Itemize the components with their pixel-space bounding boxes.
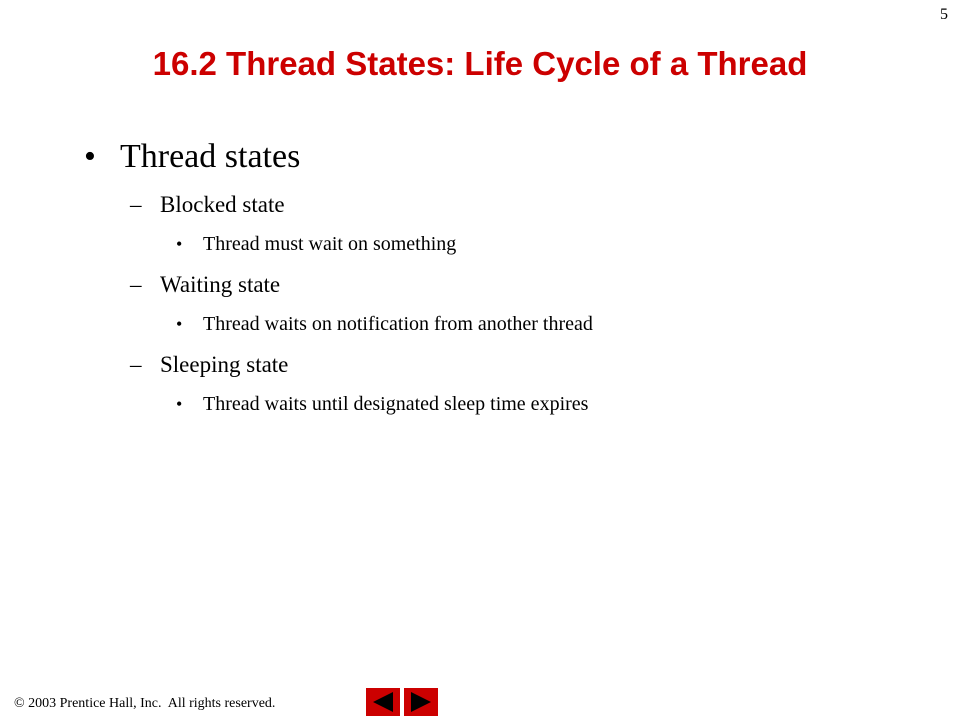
left-arrow-icon [371, 691, 395, 713]
detail-bullet-blocked [176, 233, 456, 256]
slide-title: 16.2 Thread States: Life Cycle of a Thread [152, 45, 808, 82]
sub-bullet-text: Blocked state [160, 192, 285, 217]
detail-bullet-sleeping [176, 393, 588, 416]
next-slide-button[interactable] [404, 688, 438, 716]
page-number: 5 [940, 6, 948, 23]
bullet-marker: • [84, 138, 96, 175]
copyright-footer [14, 696, 275, 712]
bullet-marker: • [176, 314, 183, 334]
detail-bullet-text: Thread waits on notification from another thread [203, 313, 593, 335]
sub-bullet-sleeping [130, 352, 288, 378]
sub-bullet-blocked [130, 192, 285, 218]
main-bullet-text: Thread states [120, 138, 301, 175]
sub-bullet-text: Sleeping state [160, 352, 289, 377]
copyright-symbol: © [14, 696, 25, 711]
right-arrow-icon [409, 691, 433, 713]
detail-bullet-waiting [176, 313, 593, 336]
slide-navigation [366, 688, 438, 716]
dash-marker: – [130, 192, 142, 217]
sub-bullet-waiting [130, 272, 280, 298]
sub-bullet-text: Waiting state [160, 272, 281, 297]
detail-bullet-text: Thread waits until designated sleep time expires [203, 393, 589, 415]
dash-marker: – [130, 352, 142, 377]
previous-slide-button[interactable] [366, 688, 400, 716]
detail-bullet-text: Thread must wait on something [203, 233, 457, 255]
main-bullet [84, 138, 300, 176]
dash-marker: – [130, 272, 142, 297]
bullet-marker: • [176, 234, 183, 254]
copyright-text: 2003 Prentice Hall, Inc. All rights reserved. [24, 696, 276, 711]
bullet-marker: • [176, 394, 183, 414]
